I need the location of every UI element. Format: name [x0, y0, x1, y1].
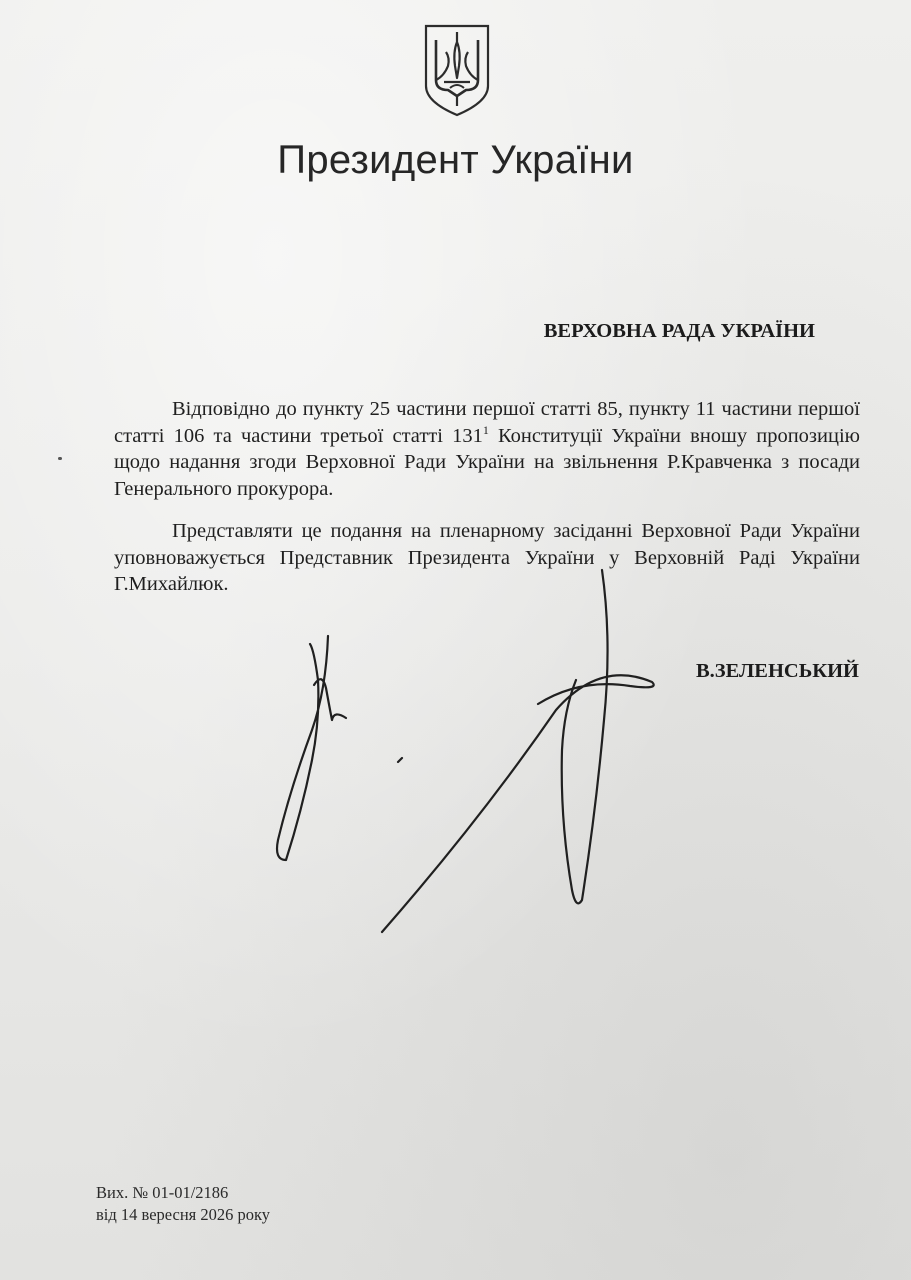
outgoing-number: Вих. № 01-01/2186	[96, 1183, 229, 1202]
article-superscript: 1	[482, 422, 489, 437]
signer-name: В.ЗЕЛЕНСЬКИЙ	[695, 660, 859, 682]
outgoing-date: від 14 вересня 2026 року	[96, 1205, 271, 1224]
body-paragraph-1	[114, 396, 860, 502]
letterhead-title: Президент України	[277, 138, 634, 182]
trident-icon	[422, 22, 492, 118]
body-paragraph-2: Представляти це подання на пленарному засіданні Верховної Ради України уповноважується Представник Президента України у Верховній Раді України Г.Михайлюк.	[114, 520, 860, 595]
paragraph1-text-end: Конституції України вношу пропозицію щодо надання згоди Верховної Ради України на звільнення Р.Кравченка з посади Генерального прокурора.	[114, 424, 860, 500]
paragraph1-text-start: Відповідно до пункту 25 частини першої статті 85, пункту 11 частини першої статті 106 та частини третьої статті 131	[114, 398, 860, 447]
outgoing-reference	[96, 1182, 270, 1226]
stray-ink-mark	[58, 457, 62, 460]
recipient-heading: ВЕРХОВНА РАДА УКРАЇНИ	[543, 320, 815, 342]
handwritten-signature	[260, 560, 680, 950]
